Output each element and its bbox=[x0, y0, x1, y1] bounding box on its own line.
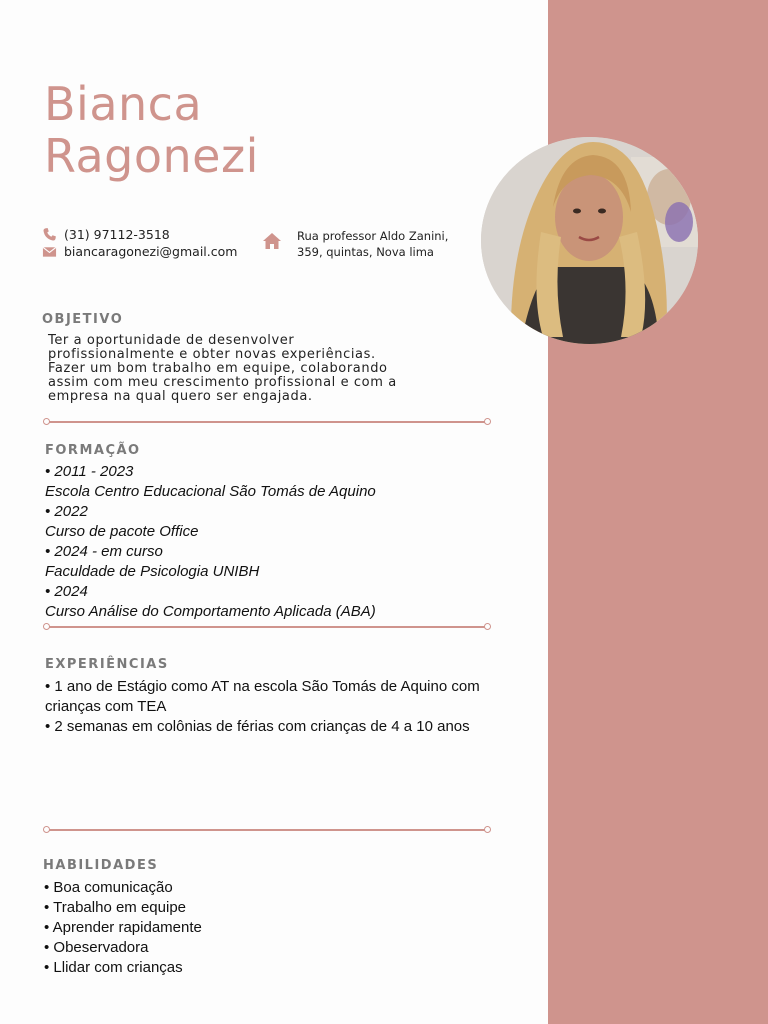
phone-icon bbox=[42, 227, 57, 242]
home-icon bbox=[262, 231, 282, 251]
experience-list bbox=[45, 677, 485, 737]
objective-title: OBJETIVO bbox=[42, 312, 124, 327]
education-line: Curso Análise do Comportamento Aplicada (ABA) bbox=[45, 603, 376, 620]
skill-item: • Obeservadora bbox=[44, 939, 149, 956]
resume-name bbox=[44, 78, 259, 182]
education-line: Escola Centro Educacional São Tomás de Aquino bbox=[45, 483, 376, 500]
profile-photo-illustration bbox=[481, 137, 698, 344]
section-divider bbox=[43, 623, 491, 631]
contact-info bbox=[42, 226, 237, 260]
education-line: • 2011 - 2023 bbox=[45, 463, 134, 480]
experience-item: • 1 ano de Estágio como AT na escola São Tomás de Aquino com crianças com TEA bbox=[45, 678, 480, 715]
last-name: Ragonezi bbox=[44, 129, 259, 183]
address-line-2: 359, quintas, Nova lima bbox=[297, 245, 434, 259]
education-title: FORMAÇÃO bbox=[45, 443, 141, 458]
skill-item: • Aprender rapidamente bbox=[44, 919, 202, 936]
education-line: Curso de pacote Office bbox=[45, 523, 199, 540]
profile-photo bbox=[481, 137, 698, 344]
objective-line: empresa na qual quero ser engajada. bbox=[48, 389, 313, 404]
phone-number: (31) 97112-3518 bbox=[64, 227, 170, 242]
education-line: • 2024 bbox=[45, 583, 88, 600]
skills-title: HABILIDADES bbox=[43, 858, 159, 873]
objective-line: assim com meu crescimento profissional e com a bbox=[48, 375, 397, 390]
first-name: Bianca bbox=[44, 77, 203, 131]
phone-line bbox=[42, 226, 237, 243]
experience-item: • 2 semanas em colônias de férias com crianças de 4 a 10 anos bbox=[45, 718, 470, 735]
email-icon bbox=[42, 244, 57, 259]
skills-list bbox=[44, 878, 202, 978]
skill-item: • Boa comunicação bbox=[44, 879, 173, 896]
skill-item: • Trabalho em equipe bbox=[44, 899, 187, 916]
objective-text bbox=[48, 334, 488, 404]
education-line: • 2022 bbox=[45, 503, 88, 520]
education-line: • 2024 - em curso bbox=[45, 543, 163, 560]
objective-line: Ter a oportunidade de desenvolver bbox=[48, 333, 295, 348]
email-line bbox=[42, 243, 237, 260]
email-address: biancaragonezi@gmail.com bbox=[64, 244, 238, 259]
section-divider bbox=[43, 826, 491, 834]
skill-item: • Llidar com crianças bbox=[44, 959, 183, 976]
section-divider bbox=[43, 418, 491, 426]
education-line: Faculdade de Psicologia UNIBH bbox=[45, 563, 260, 580]
education-list bbox=[45, 462, 376, 622]
experience-title: EXPERIÊNCIAS bbox=[45, 657, 169, 672]
address-info bbox=[262, 228, 467, 260]
address-line-1: Rua professor Aldo Zanini, bbox=[297, 229, 449, 243]
objective-line: profissionalmente e obter novas experiências. bbox=[48, 347, 376, 362]
objective-line: Fazer um bom trabalho em equipe, colaborando bbox=[48, 361, 388, 376]
